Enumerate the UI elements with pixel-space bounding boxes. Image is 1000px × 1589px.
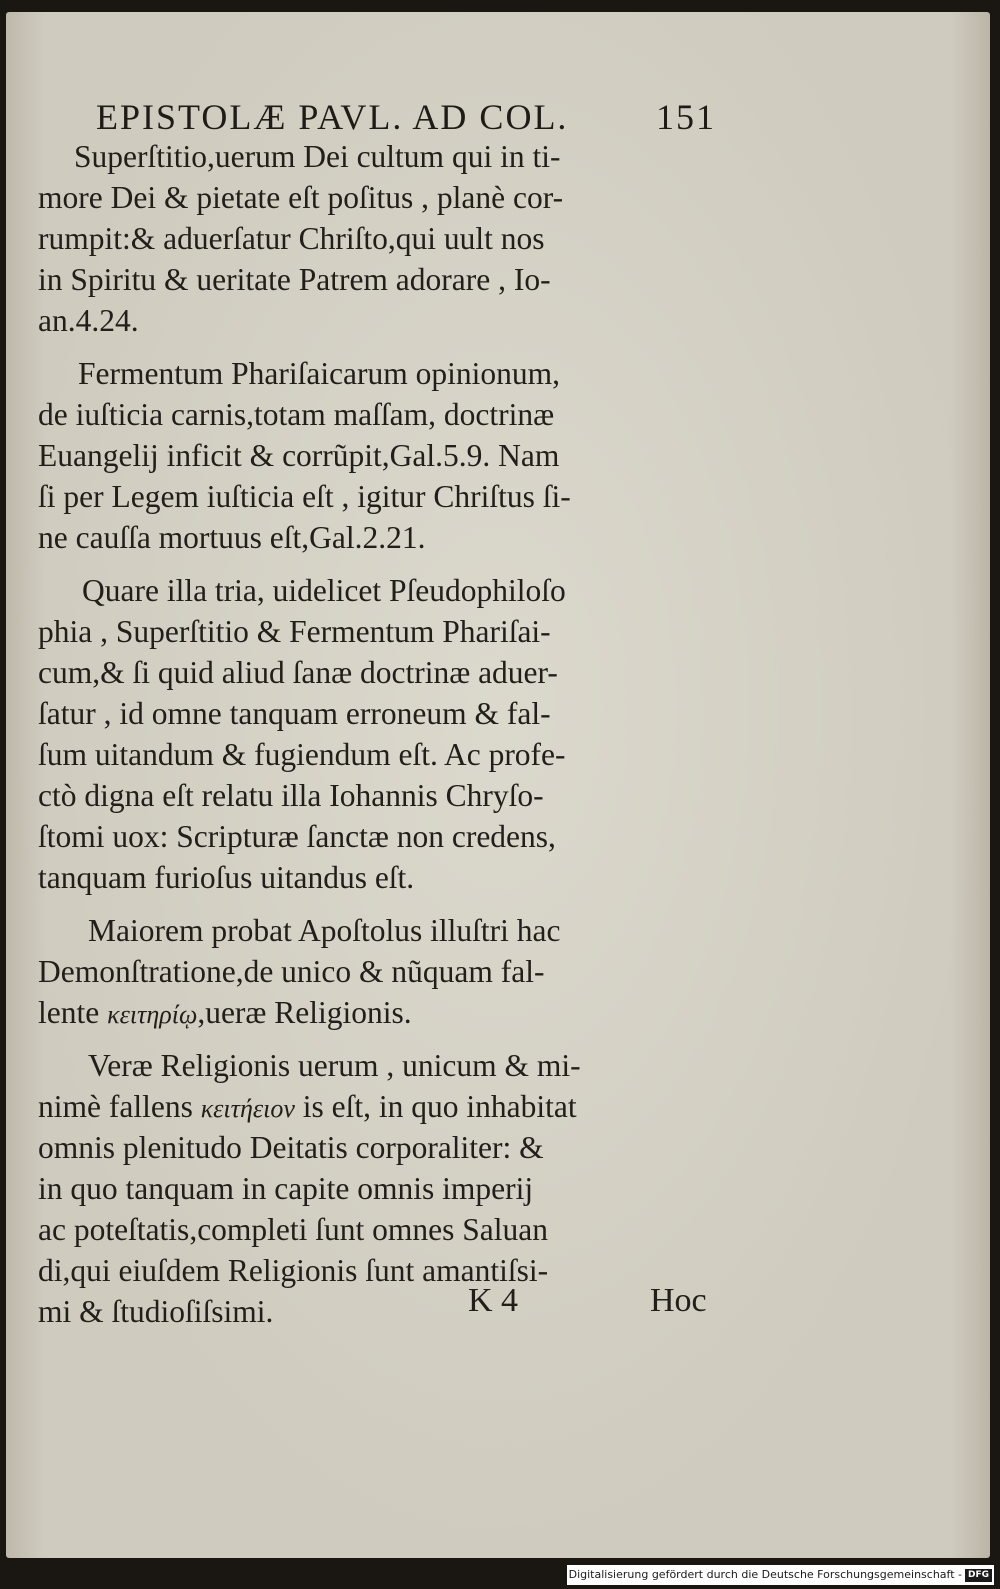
paragraph-gap [38,341,728,353]
text-line: de iuſticia carnis,totam maſſam, doctrinæ [38,397,555,432]
text-line: ctò digna eſt relatu illa Iohannis Chryſo- [38,778,544,813]
text-line: di,qui eiuſdem Religionis ſunt amantiſsi- [38,1253,549,1288]
text-line: an.4.24. [38,303,139,338]
text-line: mi & ſtudioſiſsimi. [38,1294,274,1329]
text-line: ſatur , id omne tanquam erroneum & fal- [38,696,551,731]
text-line: in quo tanquam in capite omnis imperij [38,1171,534,1206]
text-fragment: is eſt, in quo inhabitat [302,1089,577,1124]
text-fragment: lente [38,995,100,1030]
banner-text: Digitalisierung gefördert durch die Deutsche Forschungsgemeinschaft - [568,1568,962,1581]
page-number: 151 [656,97,716,137]
text-line: ne cauſſa mortuus eſt,Gal.2.21. [38,520,426,555]
text-line: omnis plenitudo Deitatis corporaliter: & [38,1130,544,1165]
text-line: Fermentum Phariſaicarum opinionum, [78,356,561,391]
text-line: more Dei & pietate eſt poſitus , planè cor- [38,180,564,215]
running-head-title: EPISTOLÆ PAVL. AD COL. [96,97,569,137]
greek-word: κειτήειον [200,1094,295,1123]
text-line: Euangelij inficit & corrũpit,Gal.5.9. Nam [38,438,560,473]
greek-word: κειτηρίῳ [107,1000,198,1029]
paragraph-gap [38,1033,728,1045]
text-line [38,1086,728,1127]
text-line: Maiorem probat Apoſtolus illuſtri hac [88,913,561,948]
text-line: Veræ Religionis uerum , unicum & mi- [88,1048,581,1083]
body-text [38,136,728,1332]
text-line: ſum uitandum & fugiendum eſt. Ac profe- [38,737,566,772]
text-fragment: nimè fallens [38,1089,193,1124]
text-line: ſi per Legem iuſticia eſt , igitur Chriſtus ſi- [38,479,571,514]
paragraph-gap [38,558,728,570]
catchword: Hoc [650,1282,707,1319]
text-line: ſtomi uox: Scripturæ ſanctæ non credens, [38,819,556,854]
text-fragment: ,ueræ Religionis. [197,995,412,1030]
text-line: Superſtitio,uerum Dei cultum qui in ti- [74,139,561,174]
text-line: ac poteſtatis,completi ſunt omnes Saluan [38,1212,549,1247]
digitization-banner [567,1565,994,1585]
signature-mark: K 4 [468,1282,519,1319]
paragraph-gap [38,898,728,910]
text-line: cum,& ſi quid aliud ſanæ doctrinæ aduer- [38,655,558,690]
text-line: tanquam furioſus uitandus eſt. [38,860,415,895]
text-line: Demonſtratione,de unico & nũquam fal- [38,954,545,989]
text-line: in Spiritu & ueritate Patrem adorare , Io- [38,262,551,297]
running-head [96,96,716,136]
text-line: Quare illa tria, uidelicet Pſeudophiloſo [82,573,566,608]
text-line: rumpit:& aduerſatur Chriſto,qui uult nos [38,221,545,256]
text-line: phia , Superſtitio & Fermentum Phariſai- [38,614,551,649]
dfg-logo: DFG [965,1569,992,1582]
book-page [6,12,990,1558]
text-line [38,992,728,1033]
